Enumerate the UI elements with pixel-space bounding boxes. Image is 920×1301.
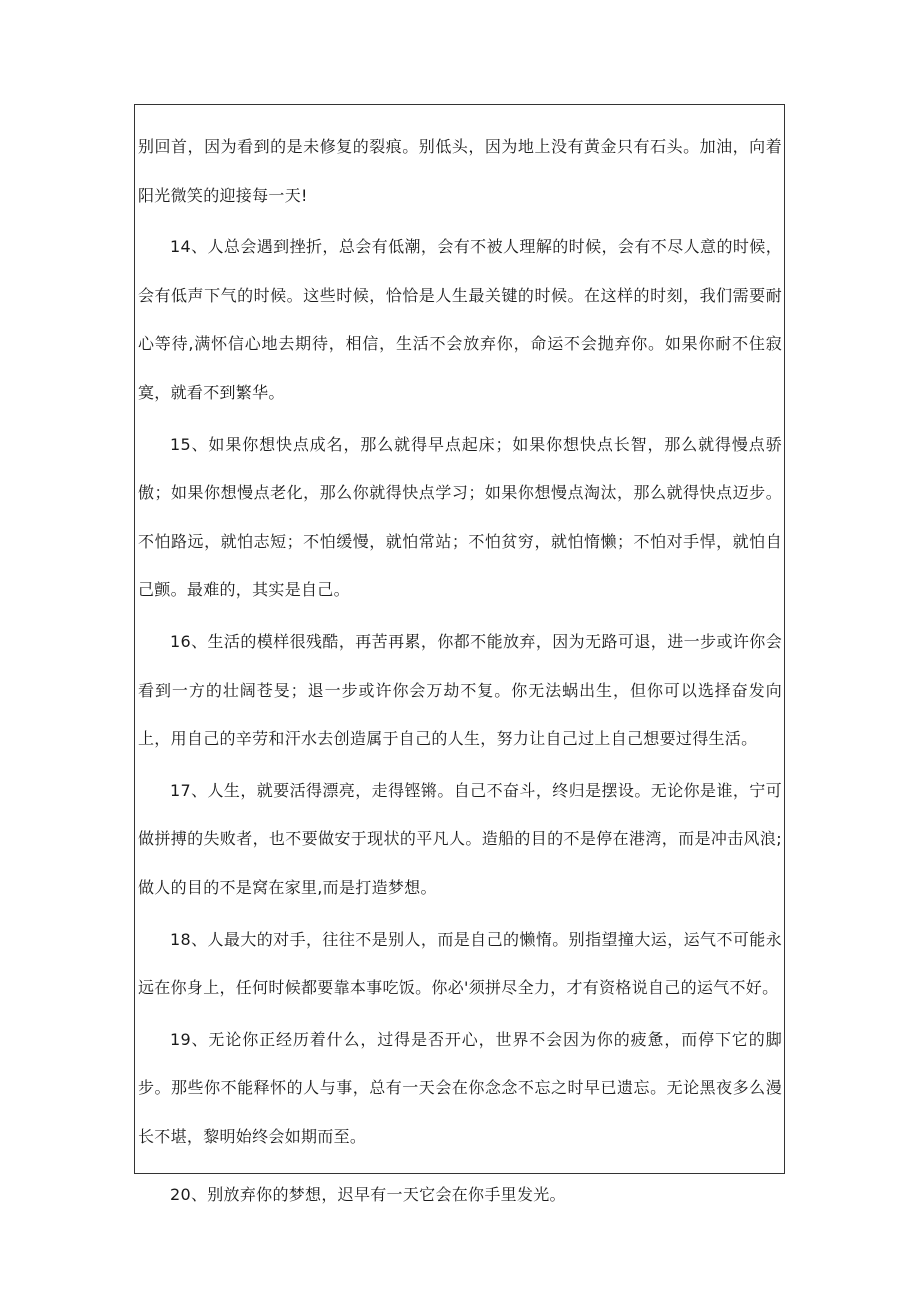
- paragraph-20: 20、别放弃你的梦想，迟早有一天它会在你手里发光。: [170, 1185, 566, 1205]
- page-border-frame: [134, 104, 785, 1205]
- document-body: [138, 123, 782, 1220]
- paragraph-18: 18、人最大的对手，往往不是别人，而是自己的懒惰。别指望撞大运，运气不可能永远在你身上，任何时候都要靠本事吃饭。你必'须拼尽全力，才有资格说自己的运气不好。: [138, 929, 782, 998]
- paragraph-14: 14、人总会遇到挫折，总会有低潮，会有不被人理解的时候，会有不尽人意的时候，会有低声下气的时候。这些时候，恰恰是人生最关键的时候。在这样的时刻，我们需要耐心等待,满怀信心地去期待，相信，生活不会放弃你，命运不会抛弃你。如果你耐不住寂寞，就看不到繁华。: [138, 237, 782, 402]
- paragraph-16: 16、生活的模样很残酷，再苦再累，你都不能放弃，因为无路可退，进一步或许你会看到一方的壮阔苍旻；退一步或许你会万劫不复。你无法蜗出生，但你可以选择奋发向上，用自己的辛劳和汗水去创造属于自己的人生，努力让自己过上自己想要过得生活。: [138, 631, 782, 749]
- paragraph-19: 19、无论你正经历着什么，过得是否开心，世界不会因为你的疲惫，而停下它的脚步。那些你不能释怀的人与事，总有一天会在你念念不忘之时早已遗忘。无论黑夜多么漫长不堪，黎明始终会如期而至。: [138, 1029, 782, 1146]
- paragraph-continuation: 别回首，因为看到的是未修复的裂痕。别低头，因为地上没有黄金只有石头。加油，向着阳光微笑的迎接每一天!: [138, 137, 782, 205]
- paragraph-17: 17、人生，就要活得漂亮，走得铿锵。自己不奋斗，终归是摆设。无论你是谁，宁可做拼搏的失败者，也不要做安于现状的平凡人。造船的目的不是停在港湾，而是冲击风浪;做人的目的不是窝在家里,而是打造梦想。: [138, 780, 782, 897]
- paragraph-15: 15、如果你想快点成名，那么就得早点起床；如果你想快点长智，那么就得慢点骄傲；如果你想慢点老化，那么你就得快点学习；如果你想慢点淘汰，那么就得快点迈步。不怕路远，就怕志短；不怕缓慢，就怕常站；不怕贫穷，就怕惰懒；不怕对手悍，就怕自己颤。最难的，其实是自己。: [138, 434, 782, 600]
